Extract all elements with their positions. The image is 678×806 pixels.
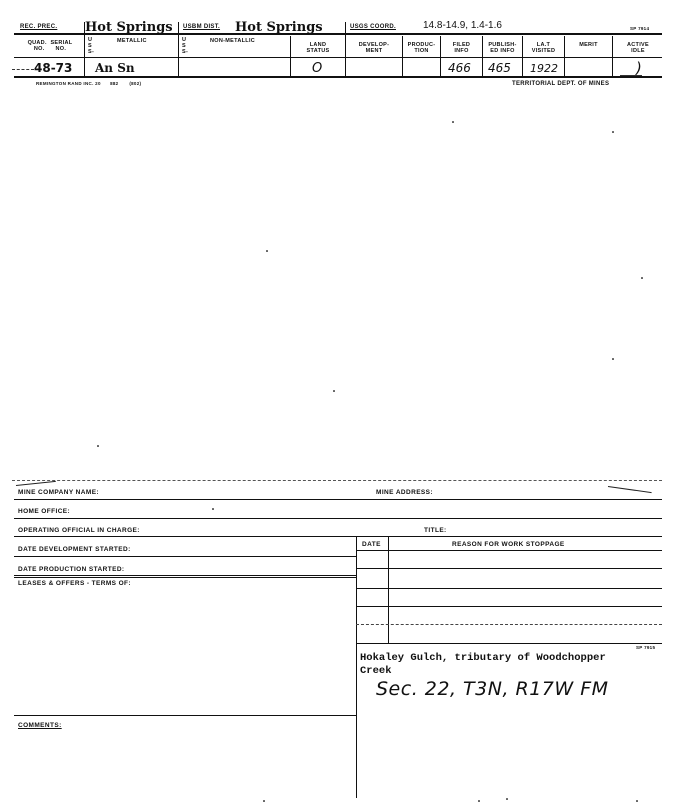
mine-address-label: MINE ADDRESS: [376,489,433,496]
col-metallic: METALLIC [117,38,147,44]
home-office-label: HOME OFFICE: [18,508,71,515]
col-production: PRODUC- TION [407,42,436,54]
typed-location-note: Hokaley Gulch, tributary of Woodchopper Creek [360,652,606,677]
active-idle-value: ) [636,59,642,77]
rec-prec-value: Hot Springs [85,20,173,35]
territorial-dept: TERRITORIAL DEPT. OF MINES [512,81,610,87]
printer-code: REMINGTON RAND INC. 20 882 (802) [36,81,142,86]
usgs-coord-label: USGS COORD. [350,24,396,30]
col-last-visited: LA.T VISITED [531,42,556,54]
col-filed-info: FILED INFO [452,42,471,54]
rec-prec-label: REC. PREC. [20,24,58,30]
usbm-dist-value: Hot Springs [235,20,323,35]
handwritten-legal-description: Sec. 22, T3N, R17W FM [376,678,609,700]
quad-serial-value: 48-73 [34,61,73,75]
col-land-status: LAND STATUS [306,42,330,54]
col-active-idle: ACTIVE IDLE [627,42,649,54]
published-info-value: 465 [488,61,511,75]
col-us-prefix-metallic: U S S- [88,37,95,55]
col-development: DEVELOP- MENT [358,42,390,54]
metallic-value: An Sn [95,61,135,75]
filed-info-value: 466 [448,61,471,75]
comments-label: COMMENTS: [18,722,62,729]
col-merit: MERIT [579,42,598,48]
col-us-prefix-nonmetallic: U S S- [182,37,189,55]
date-column-label: DATE [362,541,381,548]
form-code-2: SP 7915 [636,645,656,650]
date-development-label: DATE DEVELOPMENT STARTED: [18,546,131,553]
col-nonmetallic: NON-METALLIC [210,38,256,44]
title-label: TITLE: [424,527,447,534]
col-published-info: PUBLISH- ED INFO [488,42,517,54]
mine-company-name-label: MINE COMPANY NAME: [18,489,99,496]
date-production-label: DATE PRODUCTION STARTED: [18,566,125,573]
land-status-value: O [312,61,323,76]
usgs-coord-value: 14.8-14.9, 1.4-1.6 [423,20,502,31]
form-code: SP 7914 [630,26,650,31]
reason-stoppage-label: REASON FOR WORK STOPPAGE [452,541,565,548]
usbm-dist-label: USBM DIST. [183,24,221,30]
last-visited-value: 1922 [530,62,558,75]
leases-offers-label: LEASES & OFFERS - TERMS OF: [18,580,131,587]
operating-official-label: OPERATING OFFICIAL IN CHARGE: [18,527,140,534]
col-quad-serial: QUAD. SERIAL NO. NO. [27,40,73,52]
